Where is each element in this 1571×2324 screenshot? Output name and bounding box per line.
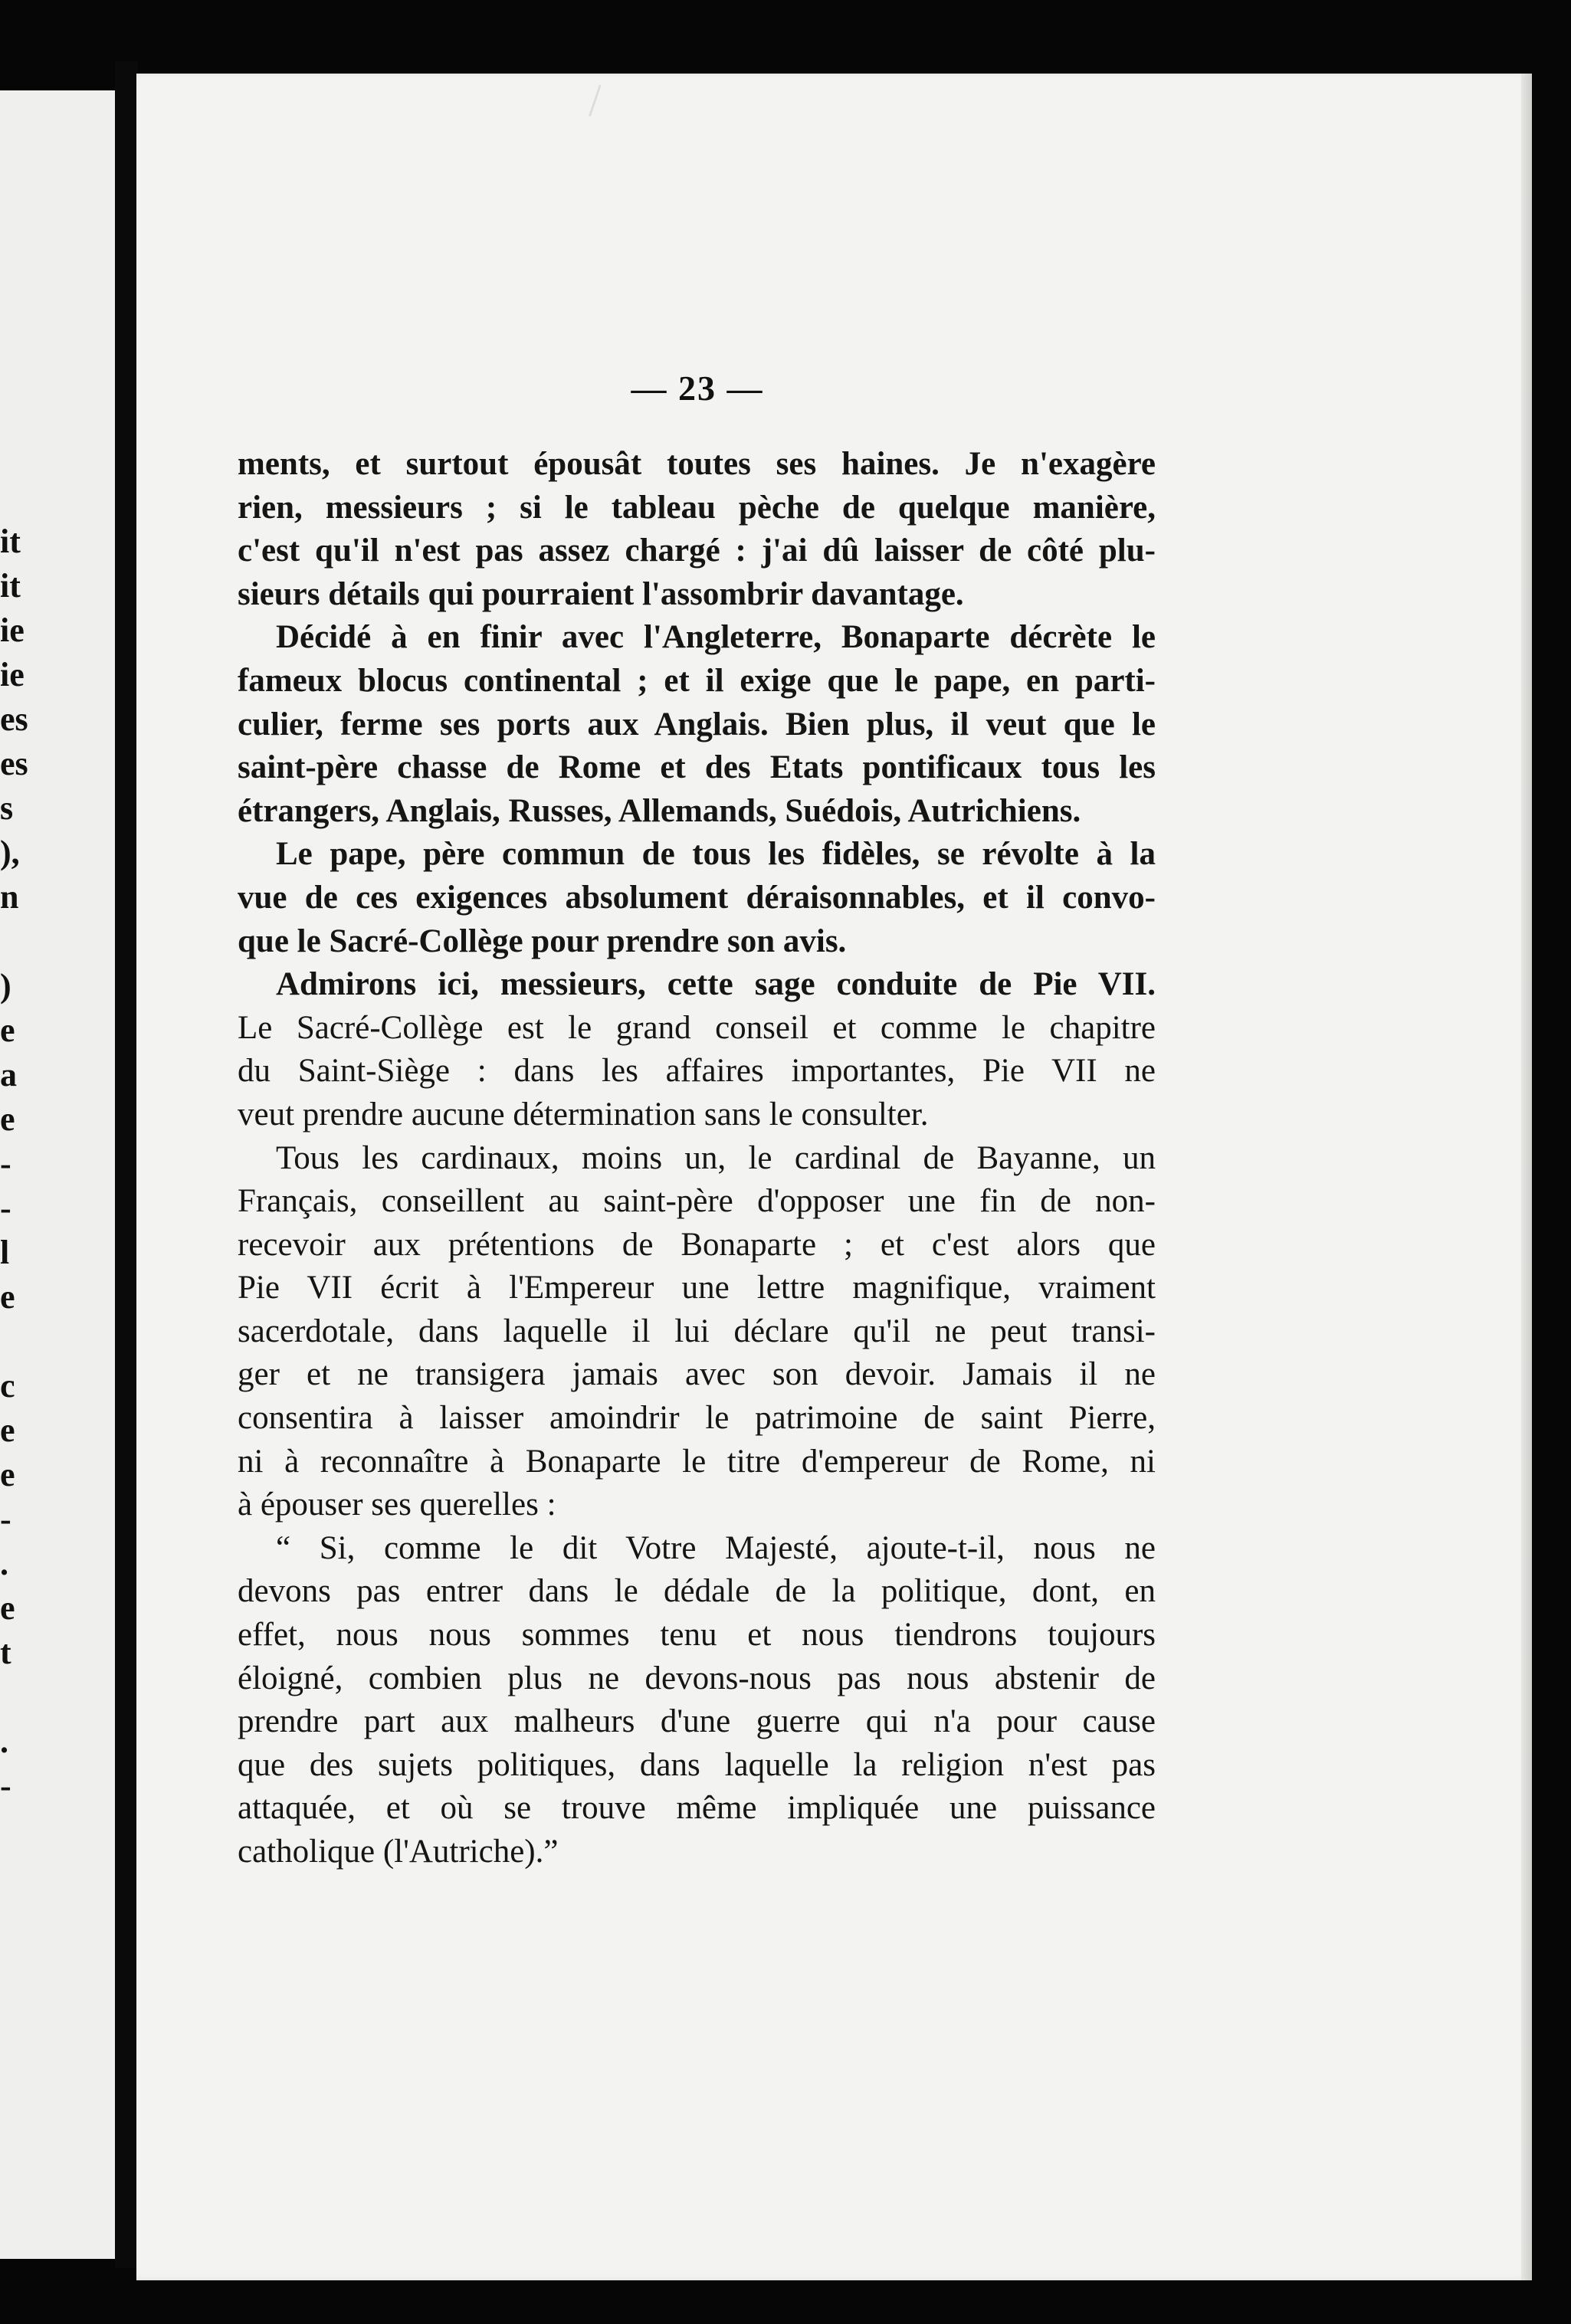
left-page-fragment: ), (0, 834, 20, 871)
text-line: Pie VII écrit à l'Empereur une lettre magnifique, vraiment (238, 1270, 1156, 1306)
text-line: que des sujets politiques, dans laquelle la religion n'est pas (238, 1746, 1156, 1783)
left-page-fragment: - (0, 1189, 11, 1227)
text-line: effet, nous nous sommes tenu et nous tiendrons toujours (238, 1617, 1156, 1654)
left-page-fragment: t (0, 1634, 11, 1671)
left-page-fragment: ) (0, 967, 11, 1005)
text-line: culier, ferme ses ports aux Anglais. Bien plus, il veut que le (238, 706, 1156, 742)
left-page-fragment: . (0, 1545, 8, 1582)
text-line: Français, conseillent au saint-père d'opposer une fin de non- (238, 1183, 1156, 1220)
text-line: vue de ces exigences absolument déraisonnables, et il convo- (238, 879, 1156, 916)
left-page-fragment: e (0, 1411, 15, 1449)
text-line: devons pas entrer dans le dédale de la politique, dont, en (238, 1573, 1156, 1610)
left-page-fragment: s (0, 789, 14, 827)
text-line: éloigné, combien plus ne devons-nous pas nous abstenir de (238, 1660, 1156, 1696)
left-page-fragment: ie (0, 611, 25, 649)
text-line: à épouser ses querelles : (238, 1487, 556, 1523)
text-line: recevoir aux prétentions de Bonaparte ; et c'est alors que (238, 1226, 1156, 1263)
text-line: c'est qu'il n'est pas assez chargé : j'ai dû laisser de côté plu- (238, 533, 1156, 569)
left-page-fragment: c (0, 1367, 15, 1405)
book-fold (115, 61, 138, 2268)
text-line: Décidé à en finir avec l'Angleterre, Bonaparte décrète le (276, 619, 1156, 656)
text-line: ni à reconnaître à Bonaparte le titre d'empereur de Rome, ni (238, 1443, 1156, 1480)
text-line: sieurs détails qui pourraient l'assombrir davantage. (238, 575, 964, 612)
left-page-fragment: it (0, 567, 21, 605)
text-line: prendre part aux malheurs d'une guerre qui n'a pour cause (238, 1703, 1156, 1740)
left-page-fragment: e (0, 1011, 15, 1049)
scan-mark: / (589, 75, 602, 126)
text-line: attaquée, et où se trouve même impliquée une puissance (238, 1790, 1156, 1827)
left-page-fragment: es (0, 700, 28, 738)
text-line: ger et ne transigera jamais avec son devoir. Jamais il ne (238, 1356, 1156, 1393)
text-line: consentira à laisser amoindrir le patrimoine de saint Pierre, (238, 1400, 1156, 1437)
left-page-fragment: ie (0, 656, 25, 693)
left-page-fragment: it (0, 523, 21, 560)
text-line: “ Si, comme le dit Votre Majesté, ajoute-t-il, nous ne (276, 1529, 1156, 1566)
text-line: Admirons ici, messieurs, cette sage conduite de Pie VII. (276, 966, 1156, 1003)
text-line: rien, messieurs ; si le tableau pèche de quelque manière, (238, 489, 1156, 526)
previous-page-edge (0, 90, 130, 2259)
body-text (238, 443, 1156, 1874)
left-page-fragment: e (0, 1278, 15, 1316)
text-line: catholique (l'Autriche).” (238, 1834, 559, 1870)
left-page-fragment: - (0, 1145, 11, 1182)
text-line: ments, et surtout épousât toutes ses haines. Je n'exagère (238, 446, 1156, 482)
left-page-fragment: l (0, 1234, 10, 1271)
left-page-fragment (0, 1319, 46, 1364)
text-line: étrangers, Anglais, Russes, Allemands, Suédois, Autrichiens. (238, 792, 1081, 829)
text-line: fameux blocus continental ; et il exige que le pape, en parti- (238, 662, 1156, 699)
text-line: veut prendre aucune détermination sans le consulter. (238, 1096, 929, 1132)
text-line: du Saint-Siège : dans les affaires importantes, Pie VII ne (238, 1053, 1156, 1090)
left-page-fragment: a (0, 1056, 17, 1093)
text-line: Tous les cardinaux, moins un, le cardinal de Bayanne, un (276, 1139, 1156, 1176)
left-page-fragment: e (0, 1589, 15, 1627)
left-page-fragment: e (0, 1100, 15, 1138)
text-line: sacerdotale, dans laquelle il lui déclare qu'il ne peut transi- (238, 1313, 1156, 1349)
left-page-fragment: es (0, 745, 28, 782)
left-page-fragment: - (0, 1767, 11, 1804)
left-page-fragment (0, 1675, 46, 1719)
page-edge (1521, 74, 1532, 2280)
left-page-fragment: e (0, 1456, 15, 1493)
text-line: saint-père chasse de Rome et des Etats pontificaux tous les (238, 749, 1156, 786)
left-page-fragment: . (0, 1723, 8, 1760)
left-page-fragment: - (0, 1500, 11, 1538)
previous-page-text-fragments (0, 520, 46, 1808)
text-line: Le pape, père commun de tous les fidèles, se révolte à la (276, 836, 1156, 873)
text-line: Le Sacré-Collège est le grand conseil et comme le chapitre (238, 1009, 1156, 1046)
left-page-fragment (0, 919, 46, 964)
left-page-fragment: n (0, 878, 19, 916)
text-line: que le Sacré-Collège pour prendre son avis. (238, 923, 847, 959)
page-number: — 23 — (631, 369, 764, 408)
